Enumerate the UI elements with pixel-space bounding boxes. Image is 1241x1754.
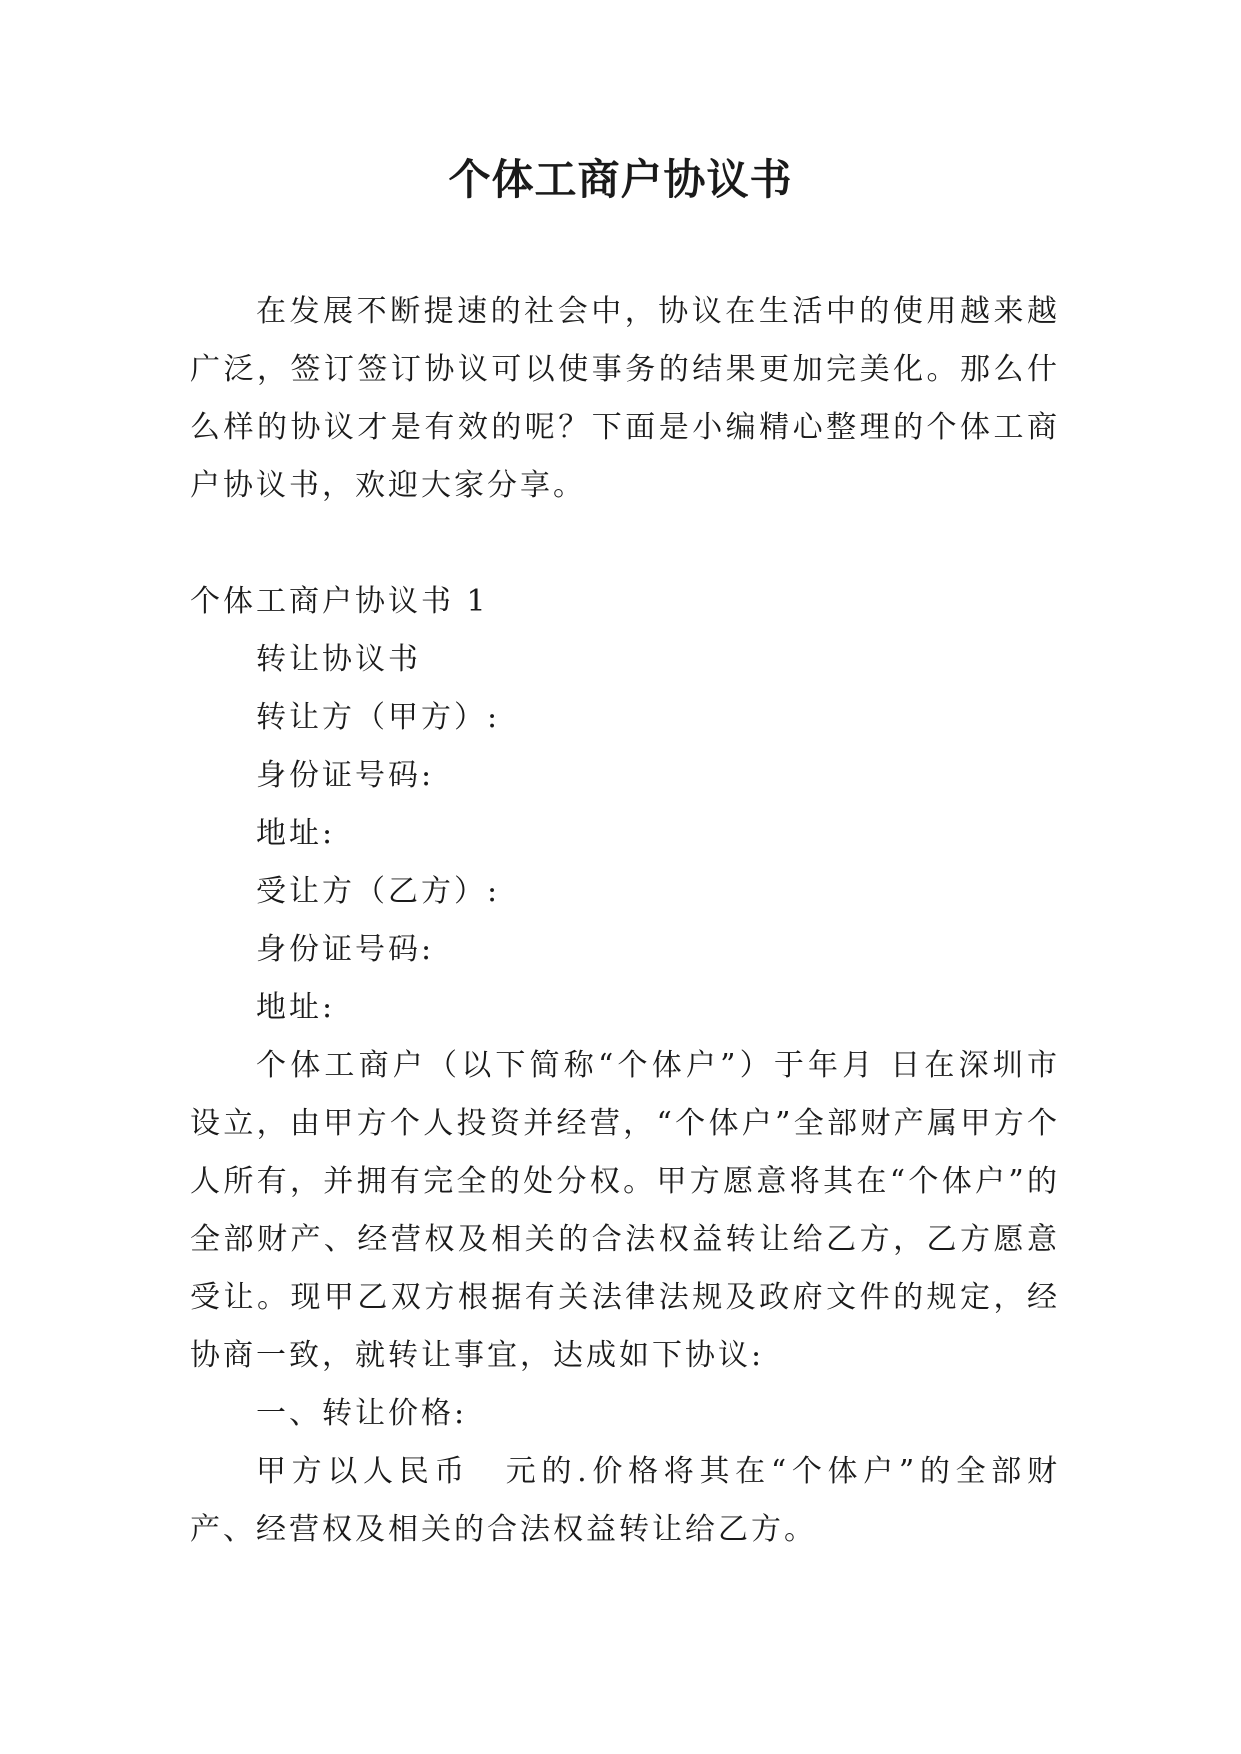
transferee-id-line: 身份证号码: [256,932,435,967]
section-heading: 个体工商户协议书 1 [190,584,489,619]
transferor-id-line: 身份证号码: [256,758,435,793]
clause-1-heading: 一、转让价格: [256,1396,468,1431]
document-body [190,283,1060,1559]
transferee-line: 受让方（乙方）: [256,874,501,909]
intro-paragraph: 在发展不断提速的社会中，协议在生活中的使用越来越广泛，签订签订协议可以使事务的结果更加完美化。那么什么样的协议才是有效的呢？下面是小编精心整理的个体工商户协议书，欢迎大家分享。 [190,294,1060,503]
transferor-line: 转让方（甲方）: [256,700,501,735]
agreement-title-line: 转让协议书 [256,642,421,677]
main-paragraph: 个体工商户（以下简称“个体户”）于年月 日在深圳市设立，由甲方个人投资并经营，“个体户”全部财产属甲方个人所有，并拥有完全的处分权。甲方愿意将其在“个体户”的全部财产、经营权及相关的合法权益转让给乙方，乙方愿意受让。现甲乙双方根据有关法律法规及政府文件的规定，经协商一致，就转让事宜，达成如下协议: [190,1048,1060,1373]
clause-1-text: 甲方以人民币 元的.价格将其在“个体户”的全部财产、经营权及相关的合法权益转让给乙方。 [190,1454,1060,1547]
transferor-address-line: 地址: [256,816,336,851]
document-title: 个体工商户协议书 [448,155,793,204]
transferee-address-line: 地址: [256,990,336,1025]
